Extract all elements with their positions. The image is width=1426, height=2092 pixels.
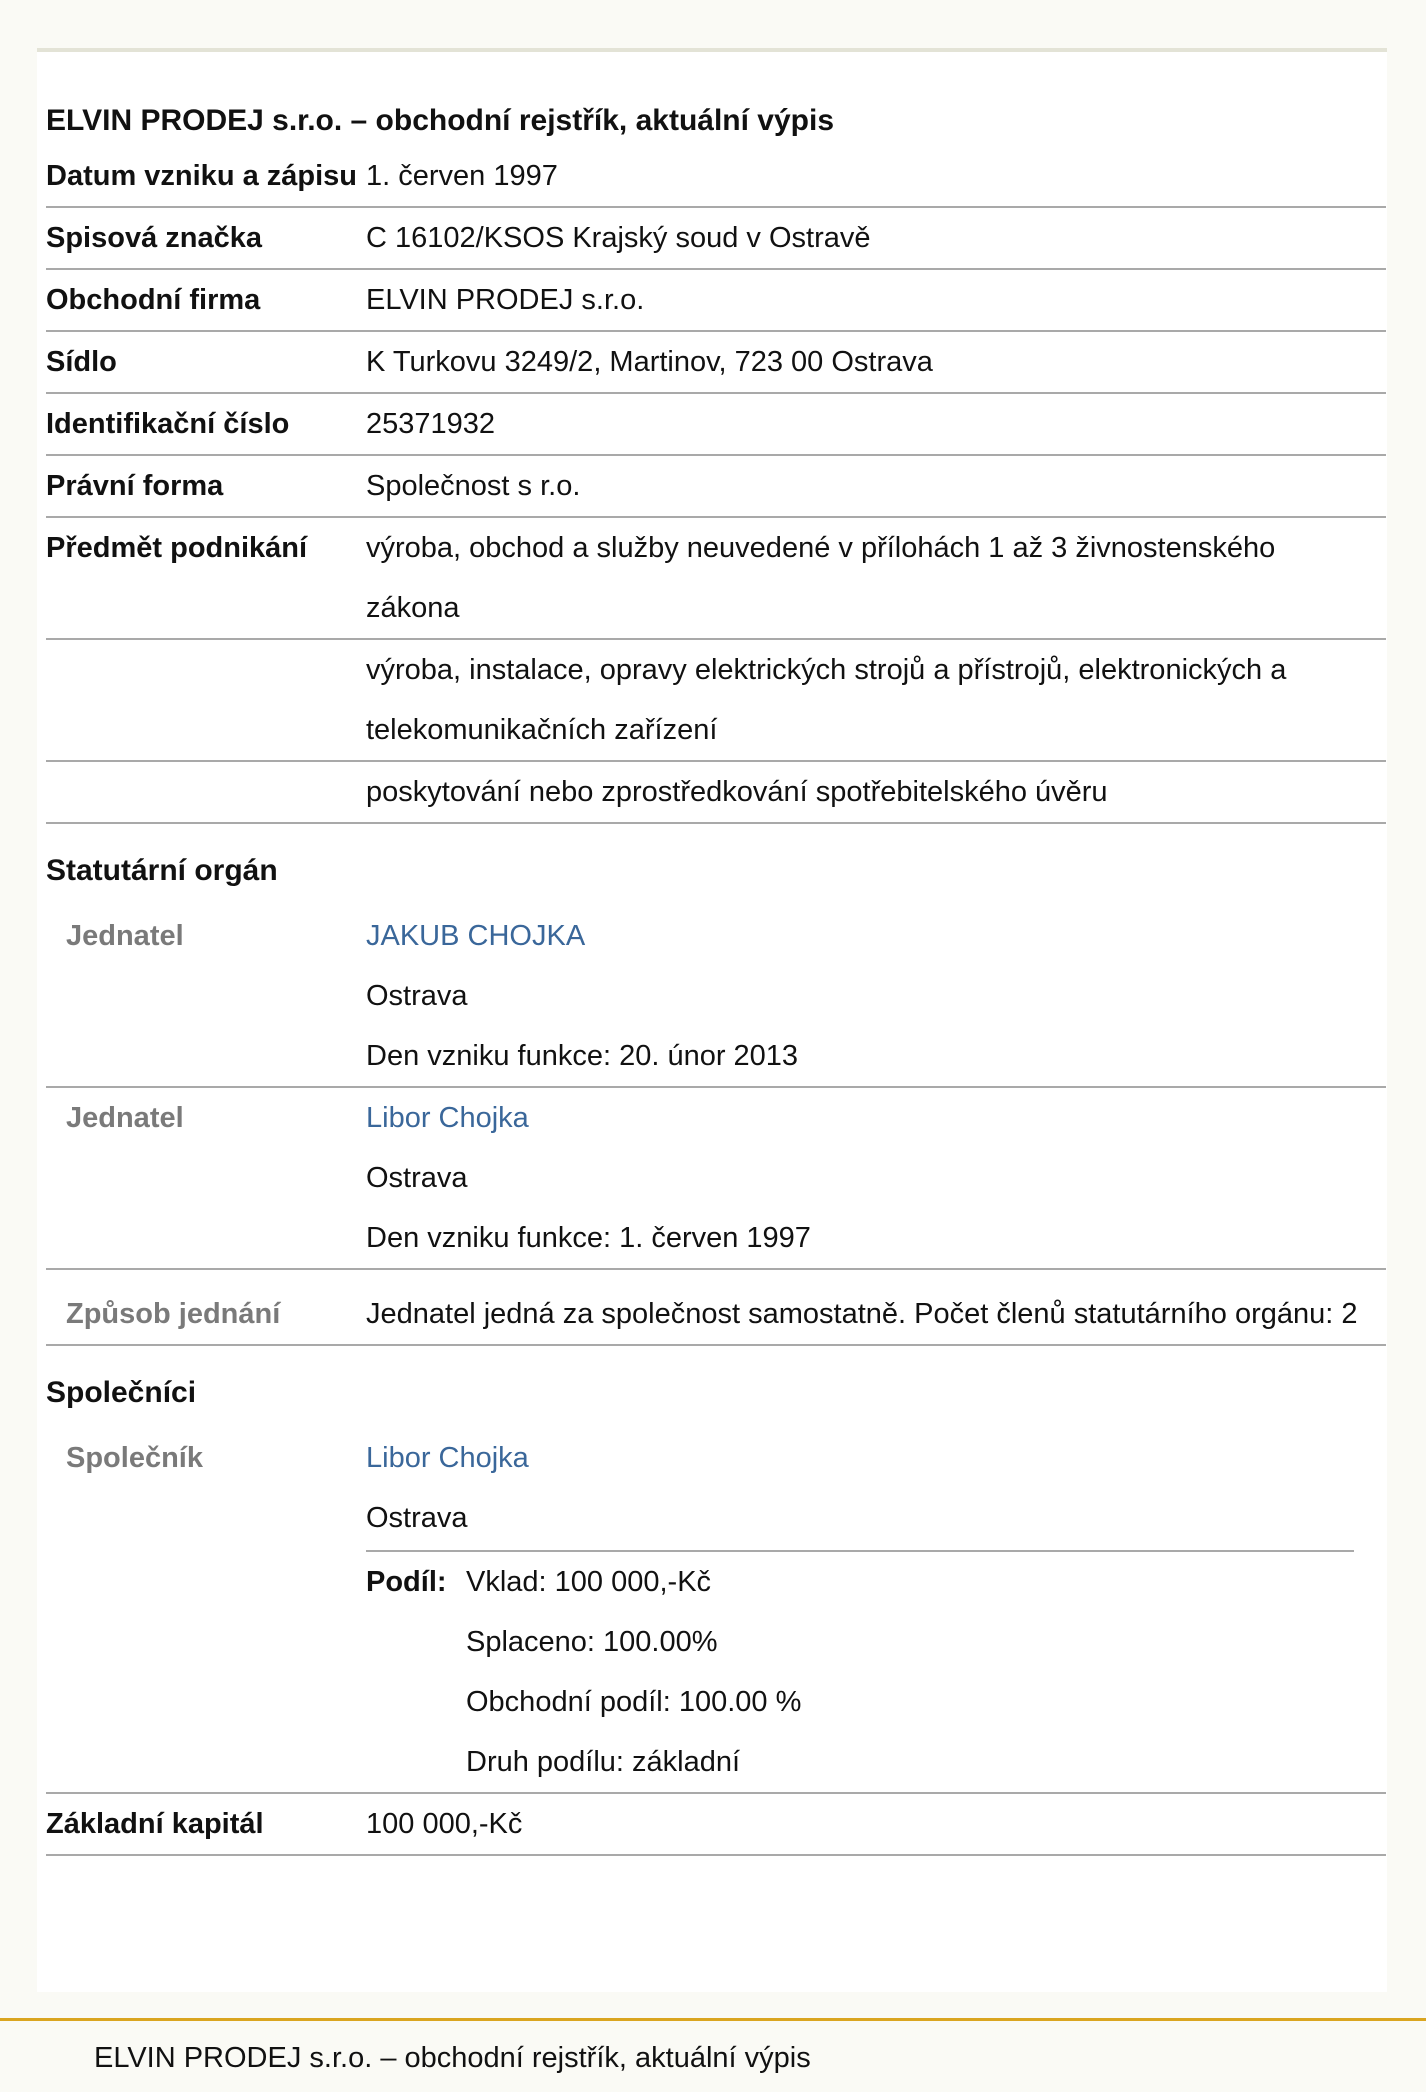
share-label: Podíl: bbox=[366, 1566, 447, 1598]
row-value: K Turkovu 3249/2, Martinov, 723 00 Ostrava bbox=[366, 346, 933, 378]
row-value: 25371932 bbox=[366, 408, 496, 440]
row-obchodni-firma bbox=[46, 270, 1386, 332]
row-predmet-podnikani bbox=[46, 518, 1386, 640]
footer-title: ELVIN PRODEJ s.r.o. – obchodní rejstřík, aktuální výpis bbox=[94, 2042, 811, 2074]
row-identifikacni-cislo bbox=[46, 394, 1386, 456]
row-label: Právní forma bbox=[46, 470, 224, 502]
row-value: 100 000,-Kč bbox=[366, 1808, 523, 1840]
share-line: Druh podílu: základní bbox=[466, 1746, 741, 1778]
row-predmet-podnikani-2 bbox=[46, 640, 1386, 762]
row-value: poskytování nebo zprostředkování spotřebitelského úvěru bbox=[366, 776, 1108, 808]
row-value: C 16102/KSOS Krajský soud v Ostravě bbox=[366, 222, 871, 254]
row-value: výroba, obchod a služby neuvedené v přílohách 1 až 3 živnostenského zákona bbox=[366, 532, 1276, 624]
section-title-statutory: Statutární orgán bbox=[46, 854, 278, 887]
share-values bbox=[466, 1552, 1354, 1792]
row-label bbox=[46, 762, 366, 822]
page-title: ELVIN PRODEJ s.r.o. – obchodní rejstřík, aktuální výpis bbox=[46, 104, 834, 137]
row-label: Sídlo bbox=[46, 346, 117, 378]
person-city: Ostrava bbox=[366, 1162, 468, 1194]
row-label: Spisová značka bbox=[46, 222, 262, 254]
row-jednatel bbox=[46, 906, 1386, 1088]
person-city: Ostrava bbox=[366, 980, 468, 1012]
row-label: Způsob jednání bbox=[66, 1298, 281, 1330]
row-value bbox=[366, 1088, 1386, 1268]
register-card bbox=[37, 48, 1387, 1992]
row-sidlo bbox=[46, 332, 1386, 394]
row-pravni-forma bbox=[46, 456, 1386, 518]
row-label: Společník bbox=[66, 1442, 203, 1474]
row-datum-vzniku bbox=[46, 146, 1386, 208]
row-jednatel bbox=[46, 1088, 1386, 1270]
row-value bbox=[366, 1428, 1386, 1792]
share-line: Vklad: 100 000,-Kč bbox=[466, 1566, 712, 1598]
row-label: Identifikační číslo bbox=[46, 408, 290, 440]
row-value: 1. červen 1997 bbox=[366, 160, 558, 192]
person-link[interactable]: JAKUB CHOJKA bbox=[366, 920, 586, 952]
row-label bbox=[46, 640, 366, 760]
row-value: Jednatel jedná za společnost samostatně. Počet členů statutárního orgánu: 2 bbox=[366, 1298, 1358, 1330]
row-label: Jednatel bbox=[66, 1102, 184, 1134]
row-label: Jednatel bbox=[66, 920, 184, 952]
row-value: Společnost s r.o. bbox=[366, 470, 581, 502]
row-zakladni-kapital bbox=[46, 1794, 1386, 1856]
row-predmet-podnikani-3 bbox=[46, 762, 1386, 824]
row-value: ELVIN PRODEJ s.r.o. bbox=[366, 284, 645, 316]
row-spolecnik bbox=[46, 1428, 1386, 1794]
register-content bbox=[46, 96, 1386, 1856]
section-title-partners: Společníci bbox=[46, 1376, 197, 1409]
row-label: Základní kapitál bbox=[46, 1808, 264, 1840]
share-block bbox=[366, 1550, 1354, 1792]
person-link[interactable]: Libor Chojka bbox=[366, 1102, 529, 1134]
row-zpusob-jednani bbox=[46, 1270, 1386, 1346]
row-label: Předmět podnikání bbox=[46, 532, 308, 564]
person-city: Ostrava bbox=[366, 1502, 468, 1534]
row-value bbox=[366, 906, 1386, 1086]
share-line: Splaceno: 100.00% bbox=[466, 1626, 718, 1658]
row-label: Obchodní firma bbox=[46, 284, 261, 316]
row-spisova-znacka bbox=[46, 208, 1386, 270]
row-label: Datum vzniku a zápisu bbox=[46, 160, 358, 192]
row-value: výroba, instalace, opravy elektrických strojů a přístrojů, elektronických a telekomunikačních zařízení bbox=[366, 654, 1287, 746]
person-since: Den vzniku funkce: 1. červen 1997 bbox=[366, 1222, 811, 1254]
person-since: Den vzniku funkce: 20. únor 2013 bbox=[366, 1040, 799, 1072]
share-line: Obchodní podíl: 100.00 % bbox=[466, 1686, 802, 1718]
person-link[interactable]: Libor Chojka bbox=[366, 1442, 529, 1474]
footer-divider bbox=[0, 2018, 1426, 2021]
